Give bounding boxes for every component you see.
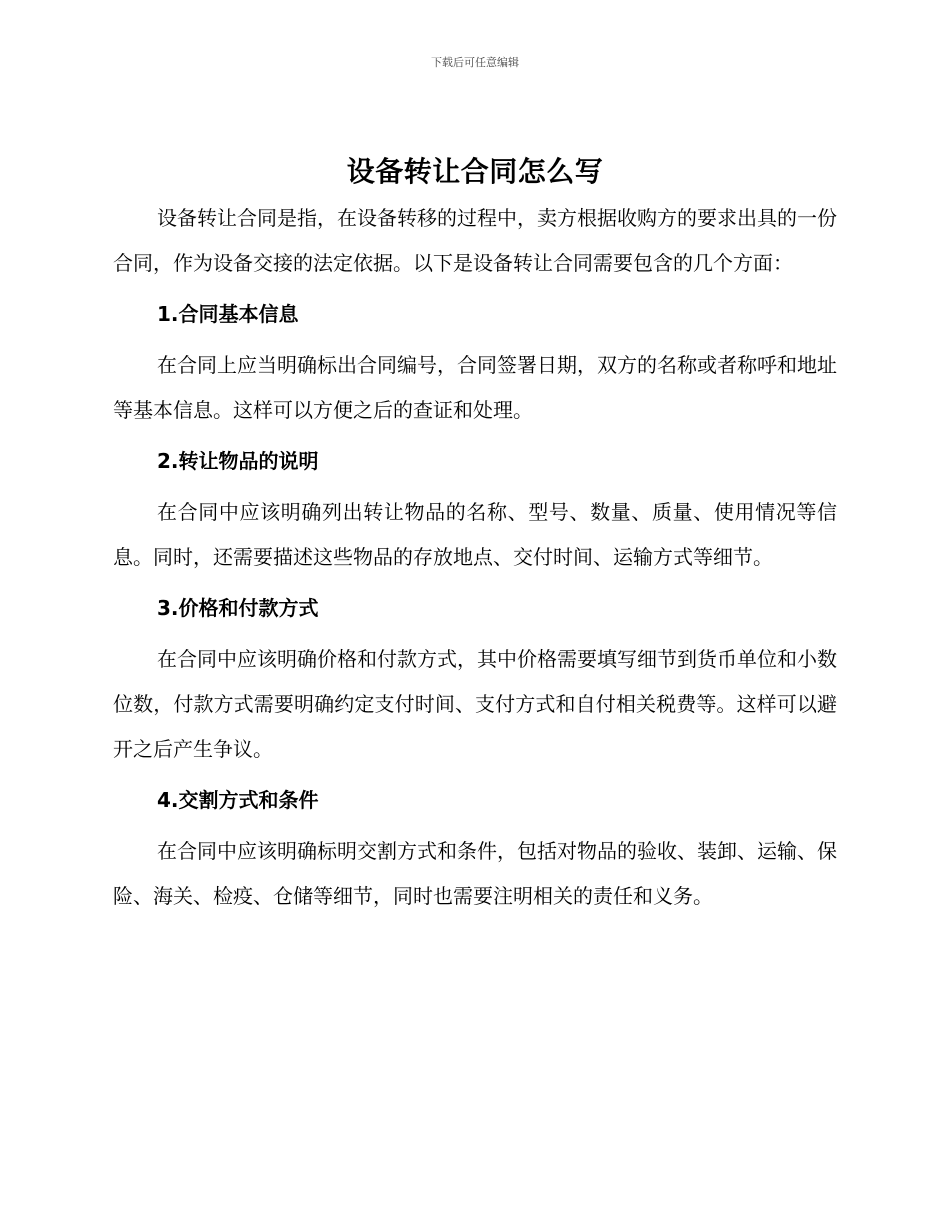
section-heading-3: 3.价格和付款方式 [157,596,319,620]
section-body-3: 在合同中应该明确价格和付款方式，其中价格需要填写细节到货币单位和小数位数，付款方式需要明确约定支付时间、支付方式和自付相关税费等。这样可以避开之后产生争议。 [113,647,837,761]
section-body-1: 在合同上应当明确标出合同编号，合同签署日期，双方的名称或者称呼和地址等基本信息。这样可以方便之后的查证和处理。 [113,353,837,422]
section-body-4: 在合同中应该明确标明交割方式和条件，包括对物品的验收、装卸、运输、保险、海关、检疫、仓储等细节，同时也需要注明相关的责任和义务。 [113,839,837,908]
section-heading-2: 2.转让物品的说明 [157,449,319,473]
intro-paragraph: 设备转让合同是指，在设备转移的过程中，卖方根据收购方的要求出具的一份合同，作为设备交接的法定依据。以下是设备转让合同需要包含的几个方面： [113,206,837,275]
document-body [113,196,837,919]
page-title: 设备转让合同怎么写 [346,155,604,188]
header-note: 下载后可任意编辑 [431,56,519,69]
section-body-2: 在合同中应该明确列出转让物品的名称、型号、数量、质量、使用情况等信息。同时，还需要描述这些物品的存放地点、交付时间、运输方式等细节。 [113,500,837,569]
section-heading-4: 4.交割方式和条件 [157,788,319,812]
section-heading-1: 1.合同基本信息 [157,302,299,326]
